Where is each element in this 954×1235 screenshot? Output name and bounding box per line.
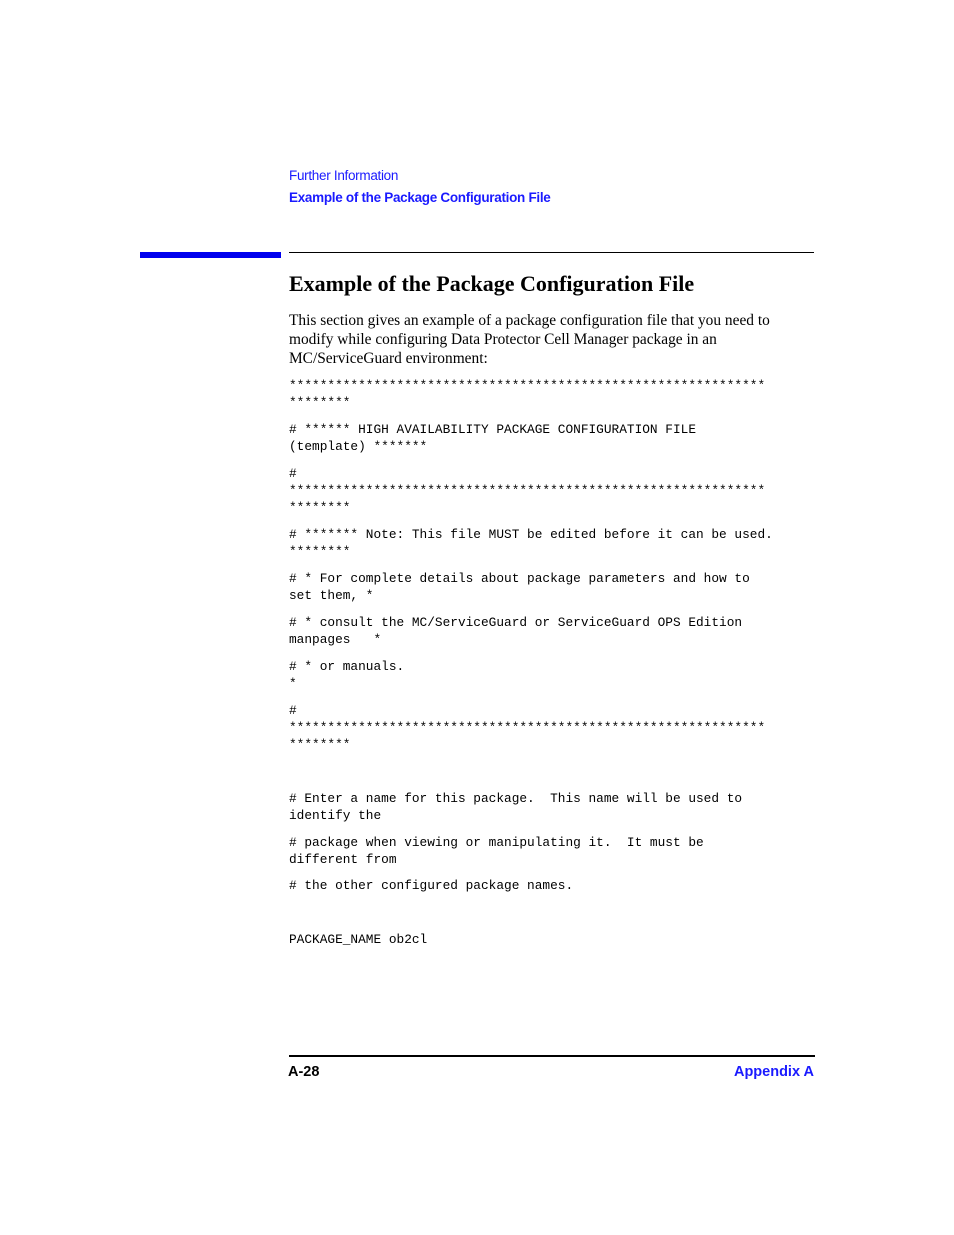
- footer-divider: [289, 1055, 815, 1057]
- running-header-section: Example of the Package Configuration File: [289, 190, 551, 205]
- code-spacer: [289, 904, 819, 931]
- code-line: # Enter a name for this package. This name will be used to identify the: [289, 790, 743, 823]
- page-number: A-28: [288, 1064, 320, 1080]
- code-line: # * consult the MC/ServiceGuard or ServiceGuard OPS Edition manpages *: [289, 614, 743, 647]
- section-marker-bar: [140, 252, 281, 258]
- code-line: # package when viewing or manipulating it. It must be different from: [289, 834, 704, 867]
- code-line: # the other configured package names.: [289, 878, 574, 894]
- intro-paragraph: This section gives an example of a package configuration file that you need to modify while configuring Data Protector Cell Manager package in an MC/ServiceGuard environment:: [289, 312, 770, 367]
- config-file-example: [289, 377, 819, 958]
- code-spacer: [289, 763, 819, 790]
- code-line: # ****** HIGH AVAILABILITY PACKAGE CONFIGURATION FILE (template) *******: [289, 421, 697, 455]
- code-line: # ************************************************************** ********: [289, 465, 766, 516]
- section-title: Example of the Package Configuration File: [289, 271, 695, 296]
- code-line: # * or manuals. *: [289, 658, 405, 691]
- code-line: # ******* Note: This file MUST be edited before it can be used. ********: [289, 526, 773, 560]
- code-line: ************************************************************** ********: [289, 378, 766, 411]
- code-line: # * For complete details about package parameters and how to set them, *: [289, 570, 750, 604]
- code-line: PACKAGE_NAME ob2cl: [289, 932, 428, 948]
- footer-appendix-label: Appendix A: [733, 1064, 814, 1080]
- section-divider: [289, 252, 814, 253]
- running-header-chapter: Further Information: [289, 168, 399, 183]
- code-line: # ************************************************************** ********: [289, 702, 766, 752]
- running-header: [289, 165, 551, 209]
